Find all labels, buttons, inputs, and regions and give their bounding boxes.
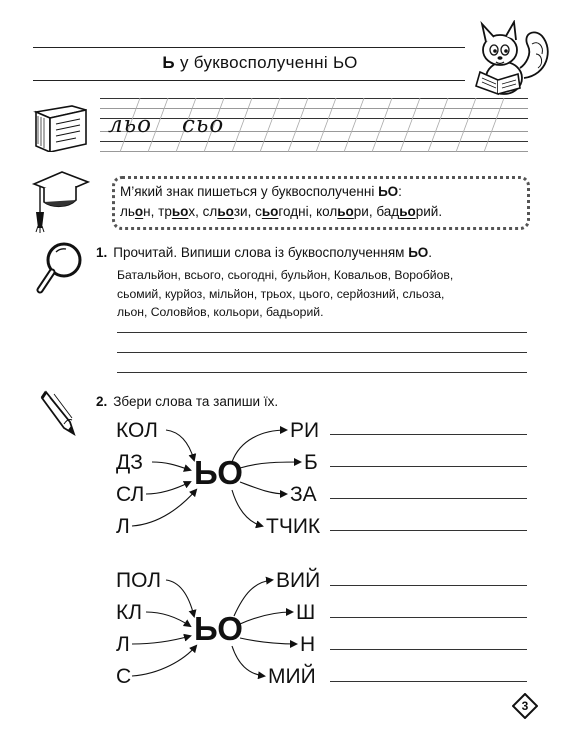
arrow [240, 612, 292, 624]
group1-right-syllable: ТЧИК [266, 515, 321, 538]
group2-right-syllable: МИЙ [268, 665, 316, 688]
title-soft-sign: Ь [162, 53, 175, 72]
task1-number: 1. [96, 245, 108, 260]
cursive-sample-2: сьо [182, 112, 225, 138]
group2-right-syllable: Н [300, 633, 316, 656]
task1-title: 1. Прочитай. Випиши слова із буквосполученням ЬО. [96, 245, 432, 260]
arrow [132, 636, 190, 644]
group1-right-syllable: Б [304, 451, 318, 474]
group1-left-syllable: КОЛ [116, 419, 158, 442]
answer-line[interactable] [330, 585, 527, 586]
group1-right-syllable: РИ [290, 419, 320, 442]
group2-left-syllable: С [116, 665, 132, 688]
arrow [166, 580, 194, 616]
answer-line[interactable] [330, 649, 527, 650]
rule-example: кольори, [316, 204, 377, 219]
task1-line: сьомий, курйоз, мільйон, трьох, цього, серйозний, сльоза, [117, 286, 445, 301]
rule-example: сльози, [202, 204, 256, 219]
arrow [146, 612, 190, 626]
group2-left-syllable: Л [116, 633, 130, 656]
arrow [132, 646, 196, 676]
group1-right-syllable: ЗА [290, 483, 317, 506]
rule-example: трьох, [158, 204, 203, 219]
rule-example: сьогодні, [255, 204, 317, 219]
task2-number: 2. [96, 394, 108, 409]
answer-line[interactable] [330, 681, 527, 682]
task2-title: 2. Збери слова та запиши їх. [96, 394, 279, 409]
page-number: 3 [521, 699, 529, 713]
task1-line: Батальйон, всього, сьогодні, бульйон, Ковальов, Воробйов, [117, 268, 454, 282]
group2-right-syllable: Ш [296, 601, 316, 624]
group1-left-syllable: ДЗ [116, 451, 143, 474]
rule-example: льон, [120, 204, 159, 219]
group2-right-syllable: ВИЙ [276, 569, 321, 592]
answer-line[interactable] [330, 617, 527, 618]
task1-line: льон, Соловйов, кольори, бадьорий. [117, 305, 324, 319]
group2-left-syllable: КЛ [116, 601, 143, 624]
group2-center: ЬО [194, 610, 243, 647]
group1-left-syllable: Л [116, 515, 130, 538]
arrow [234, 580, 272, 616]
rule-line-1: М’який знак пишеться у буквосполученні ЬО: [120, 184, 402, 199]
rule-example: бадьорий. [376, 204, 443, 219]
title-suffix: ЬО [332, 53, 358, 72]
arrow [232, 646, 264, 676]
title-middle: у буквосполученні [174, 53, 333, 72]
cursive-sample-1: льо [108, 112, 153, 138]
group1-left-syllable: СЛ [116, 483, 145, 506]
arrow [240, 638, 296, 644]
group1-center: ЬО [194, 454, 243, 491]
group2-left-syllable: ПОЛ [116, 569, 161, 592]
